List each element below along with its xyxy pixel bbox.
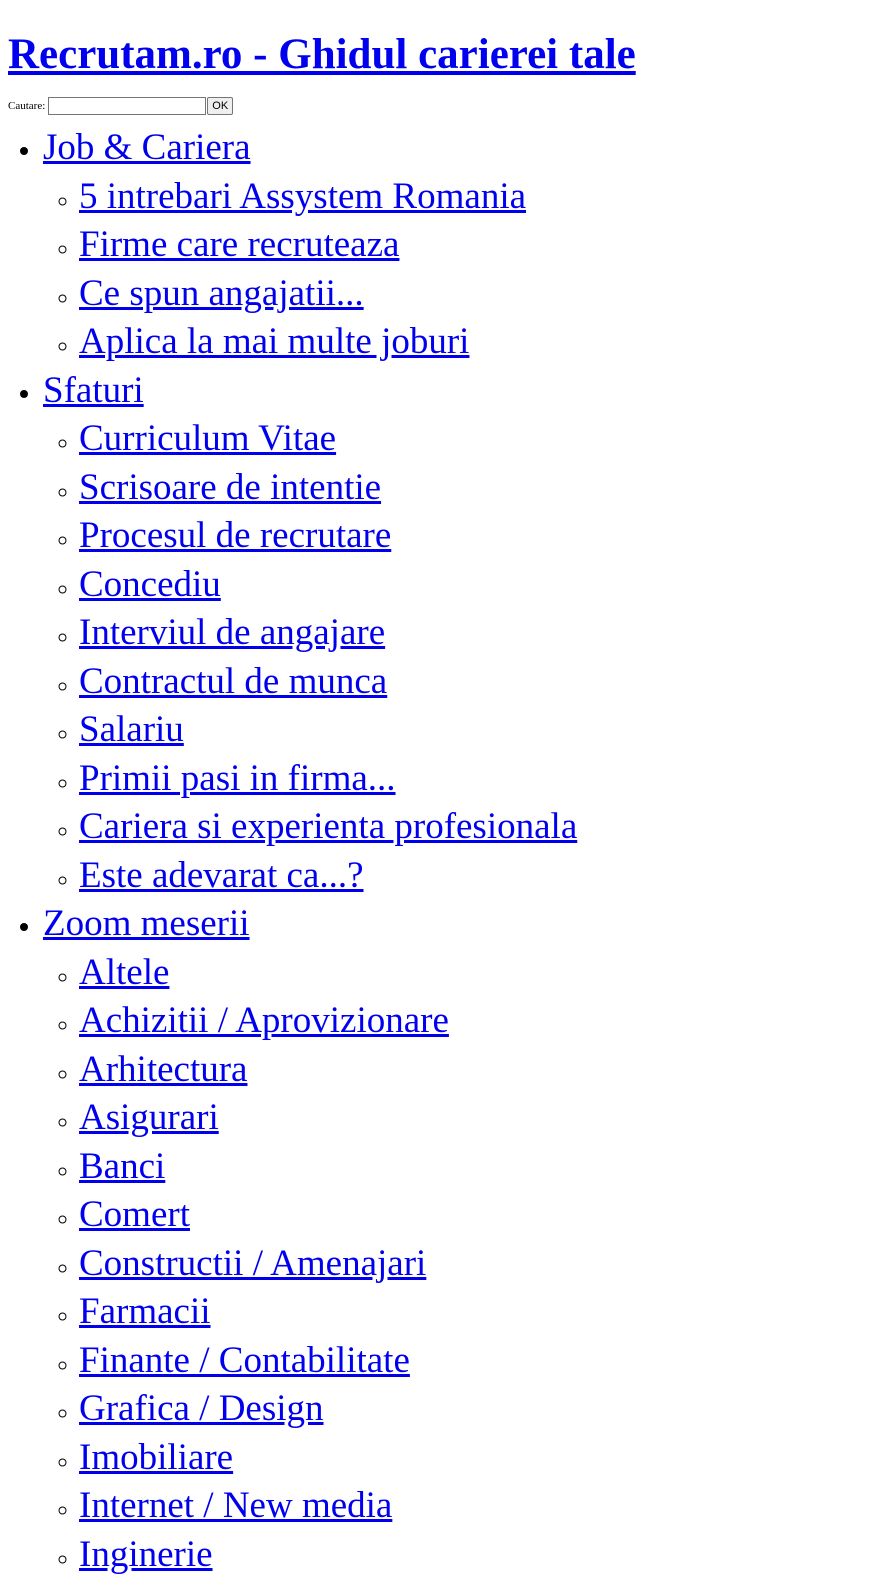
submenu-item-link[interactable]: Finante / Contabilitate [79,1339,410,1381]
submenu-item [79,221,866,270]
submenu-item [79,561,866,610]
submenu-item [79,415,866,464]
submenu-item [79,1191,866,1240]
submenu-item [79,1143,866,1192]
submenu-item [79,1288,866,1337]
submenu-item-link[interactable]: Inginerie [79,1533,213,1575]
page-title [8,28,866,82]
submenu-item [79,173,866,222]
menu-section-job-cariera [43,124,866,367]
menu-section-link[interactable]: Job & Cariera [43,127,251,168]
submenu-item [79,318,866,367]
submenu-item-link[interactable]: Cariera si experienta profesionala [79,806,578,847]
search-ok-button[interactable]: OK [207,97,233,115]
submenu-item-link[interactable]: Salariu [79,709,184,750]
submenu-item [79,1240,866,1289]
menu-section-link[interactable]: Sfaturi [43,369,144,411]
submenu-item-link[interactable]: Interviul de angajare [79,612,386,653]
submenu-item [79,1482,866,1531]
submenu-item [79,1434,866,1483]
search-input[interactable] [48,97,206,115]
submenu-item-link[interactable]: Asigurari [79,1097,219,1138]
submenu-item-link[interactable]: Procesul de recrutare [79,515,392,556]
main-menu [8,124,866,1579]
submenu-item-link[interactable]: Altele [79,951,170,993]
submenu-item [79,1337,866,1386]
submenu-job-cariera [43,173,866,367]
submenu-item-link[interactable]: Grafica / Design [79,1388,324,1429]
menu-section-sfaturi [43,367,866,901]
submenu-item [79,949,866,998]
submenu-item-link[interactable]: Primii pasi in firma... [79,757,396,799]
menu-section-zoom-meserii [43,900,866,1579]
submenu-item [79,270,866,319]
submenu-item-link[interactable]: Ce spun angajatii... [79,272,364,314]
submenu-item-link[interactable]: Achizitii / Aprovizionare [79,1000,449,1041]
submenu-item [79,755,866,804]
submenu-item [79,1094,866,1143]
submenu-item-link[interactable]: 5 intrebari Assystem Romania [79,175,527,217]
submenu-item-link[interactable]: Firme care recruteaza [79,224,400,265]
submenu-item [79,512,866,561]
submenu-item [79,706,866,755]
submenu-item [79,1385,866,1434]
submenu-item-link[interactable]: Internet / New media [79,1485,393,1526]
submenu-item-link[interactable]: Este adevarat ca...? [79,854,364,896]
submenu-item [79,1046,866,1095]
menu-section-link[interactable]: Zoom meserii [43,903,250,944]
submenu-item [79,609,866,658]
submenu-item [79,852,866,901]
search-label: Cautare: [8,100,46,112]
submenu-zoom-meserii [43,949,866,1580]
submenu-item-link[interactable]: Farmacii [79,1291,211,1332]
site-title-link[interactable]: Recrutam.ro - Ghidul carierei tale [8,31,636,78]
submenu-item-link[interactable]: Constructii / Amenajari [79,1242,427,1284]
submenu-item-link[interactable]: Banci [79,1145,166,1187]
submenu-item [79,803,866,852]
submenu-item-link[interactable]: Imobiliare [79,1436,234,1478]
submenu-item [79,997,866,1046]
submenu-item-link[interactable]: Comert [79,1194,190,1235]
submenu-item-link[interactable]: Concediu [79,563,221,605]
submenu-item [79,658,866,707]
submenu-item-link[interactable]: Contractul de munca [79,660,388,702]
submenu-item-link[interactable]: Aplica la mai multe joburi [79,321,470,362]
submenu-sfaturi [43,415,866,900]
submenu-item-link[interactable]: Curriculum Vitae [79,418,337,459]
submenu-item-link[interactable]: Arhitectura [79,1048,248,1090]
submenu-item [79,464,866,513]
search-form [8,96,866,116]
submenu-item-link[interactable]: Scrisoare de intentie [79,466,382,508]
